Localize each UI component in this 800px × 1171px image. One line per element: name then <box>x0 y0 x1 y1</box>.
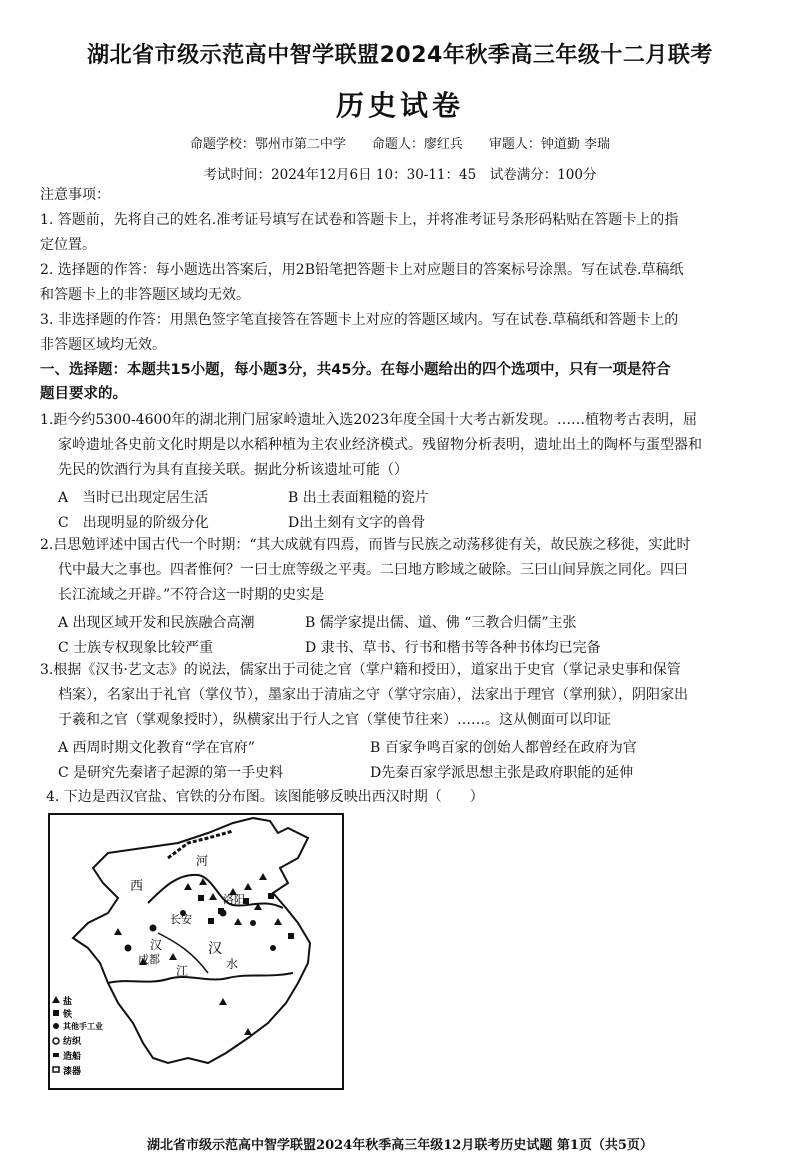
question-1-text: 家岭遗址各史前文化时期是以水稻种植为主农业经济模式。残留物分析表明，遗址出土的陶杯与蛋型器和 <box>58 437 702 453</box>
page-footer: 湖北省市级示范高中智学联盟2024年秋季高三年级12月联考历史试题 第1页（共5页） <box>147 1138 653 1153</box>
notice-line: 2. 选择题的作答：每小题选出答案后，用2B铅笔把答题卡上对应题目的答案标号涂黑。写在试卷.草稿纸 <box>40 262 684 278</box>
map-label-jiang: 江 <box>176 964 189 978</box>
question-3-text: 档案），名家出于礼官（掌仪节），墨家出于清庙之守（掌守宗庙），法家出于理官（掌刑狱），阴阳家出 <box>58 687 688 703</box>
exam-title: 湖北省市级示范高中智学联盟2024年秋季高三年级十二月联考 <box>87 43 713 68</box>
q1-option-d: D出土刻有文字的兽骨 <box>288 515 426 531</box>
notice-line: 1. 答题前，先将自己的姓名.准考证号填写在试卷和答题卡上，并将准考证号条形码粘贴在答题卡上的指 <box>40 212 679 228</box>
q1-option-b: B 出土表面粗糙的瓷片 <box>288 490 429 506</box>
notice-line: 非答题区域均无效。 <box>40 337 166 353</box>
question-1-text: 先民的饮酒行为具有直接关联。据此分析该遗址可能（） <box>58 462 408 478</box>
legend-textile: 纺织 <box>63 1037 82 1047</box>
q2-option-d: D 隶书、草书、行书和楷书等各种书体均已完备 <box>305 640 601 656</box>
map-label-he: 河 <box>196 854 209 868</box>
question-2-text: 2.吕思勉评述中国古代一个时期：“其大成就有四焉，而皆与民族之动荡移徙有关，故民族之移徙，实此时 <box>40 537 691 553</box>
q2-option-c: C 士族专权现象比较严重 <box>58 640 214 656</box>
q2-option-b: B 儒学家提出儒、道、佛 “三教合归儒”主张 <box>305 615 577 631</box>
western-han-salt-iron-map <box>48 813 344 1090</box>
legend-iron: 铁 <box>63 1010 73 1020</box>
exam-time-info: 考试时间：2024年12月6日 10：30-11：45 试卷满分：100分 <box>203 167 597 183</box>
map-label-changan: 长安 <box>170 913 192 926</box>
notice-line: 定位置。 <box>40 237 96 253</box>
map-label-xi: 西 <box>130 879 144 894</box>
q1-option-c: C 出现明显的阶级分化 <box>58 515 209 531</box>
question-3-text: 于羲和之官（掌观象授时），纵横家出于行人之官（掌使节往来）……。这从侧面可以印证 <box>58 712 611 728</box>
question-1-text: 1.距今约5300-4600年的湖北荆门屈家岭遗址入选2023年度全国十大考古新发现。……植物考古表明，屈 <box>40 412 697 428</box>
legend-shipbuilding: 造船 <box>63 1052 82 1062</box>
question-3-text: 3.根据《汉书·艺文志》的说法，儒家出于司徒之官（掌户籍和授田），道家出于史官（掌记录史事和保管 <box>40 662 681 678</box>
notice-line: 3. 非选择题的作答：用黑色签字笔直接答在答题卡上对应的答题区域内。写在试卷.草稿纸和答题卡上的 <box>40 312 679 328</box>
question-2-text: 代中最大之事也。四者惟何？一曰士庶等级之平夷。二曰地方畛域之破除。三曰山间异族之同化。四曰 <box>58 562 688 578</box>
q1-option-a: A 当时已出现定居生活 <box>58 490 209 506</box>
author-info: 命题学校：鄂州市第二中学 命题人：廖红兵 审题人：钟道勤 李瑞 <box>189 137 611 152</box>
q3-option-a: A 西周时期文化教育“学在官府” <box>58 740 255 756</box>
map-label-han-big: 汉 <box>208 941 222 957</box>
notice-line: 和答题卡上的非答题区域均无效。 <box>40 287 250 303</box>
legend-handicraft: 其他手工业 <box>63 1022 103 1031</box>
section-heading: 题目要求的。 <box>40 386 127 402</box>
q2-option-a: A 出现区域开发和民族融合高潮 <box>58 615 255 631</box>
notice-heading: 注意事项： <box>40 187 110 203</box>
map-label-shui: 水 <box>226 957 239 971</box>
q3-option-c: C 是研究先秦诸子起源的第一手史料 <box>58 765 284 781</box>
q3-option-d: D先秦百家学派思想主张是政府职能的延伸 <box>370 765 634 781</box>
map-figure <box>48 813 344 1090</box>
map-label-han: 汉 <box>150 938 163 952</box>
question-4-text: 4. 下边是西汉官盐、官铁的分布图。该图能够反映出西汉时期（ ） <box>46 789 484 805</box>
map-label-luoyang: 洛阳 <box>223 893 245 906</box>
legend-lacquer: 漆器 <box>63 1067 82 1077</box>
q3-option-b: B 百家争鸣百家的创始人都曾经在政府为官 <box>370 740 637 756</box>
legend-salt: 盐 <box>63 997 73 1007</box>
map-label-chengdu: 成都 <box>138 953 160 966</box>
section-heading: 一、选择题：本题共15小题，每小题3分，共45分。在每小题给出的四个选项中，只有一项是符合 <box>40 362 671 378</box>
question-2-text: 长江流域之开辟。”不符合这一时期的史实是 <box>58 587 325 603</box>
subject-title: 历史试卷 <box>335 89 464 122</box>
